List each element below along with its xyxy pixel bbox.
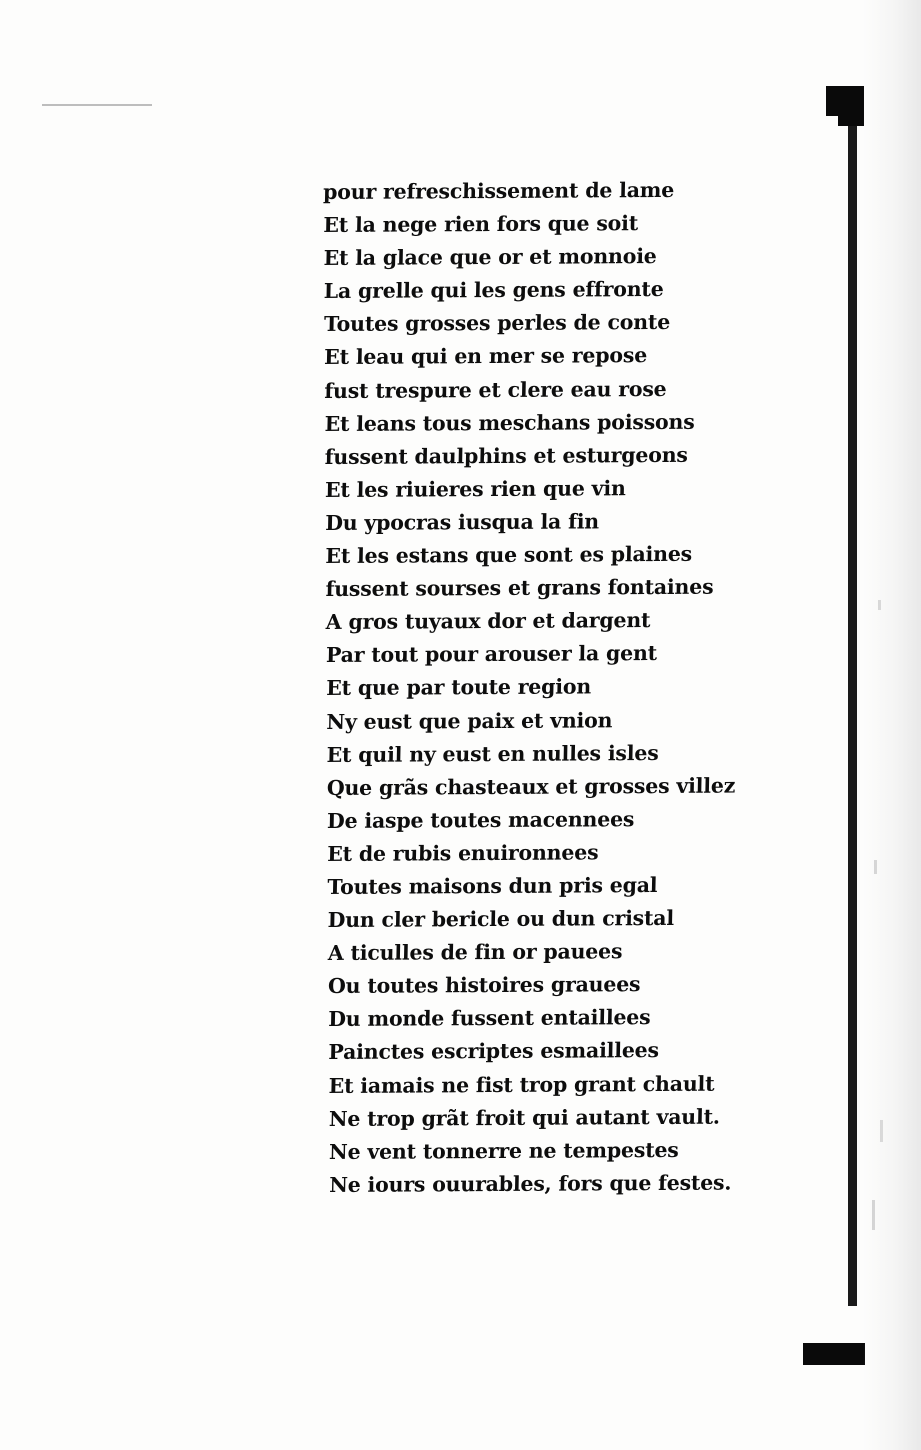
scan-speckle <box>878 600 881 610</box>
scan-speckle <box>880 1120 883 1142</box>
verse-line: Et les riuieres rien que vin <box>324 476 626 502</box>
verse-line: La grelle qui les gens effronte <box>323 277 664 304</box>
register-mark-bar <box>848 126 857 1306</box>
verse-line: fust trespure et clere eau rose <box>324 376 667 403</box>
verse-line: Ny eust que paix et vnion <box>326 707 613 734</box>
verse-line: Painctes escriptes esmaillees <box>328 1038 660 1065</box>
verse-line: Et leans tous meschans poissons <box>324 409 695 436</box>
verse-line: Et leau qui en mer se repose <box>323 343 648 370</box>
verse-column <box>323 173 799 1202</box>
verse-line: Par tout pour arouser la gent <box>325 641 658 668</box>
verse-line: Ne trop grãt froit qui autant vault. <box>328 1104 721 1131</box>
verse-line: Du ypocras iusqua la fin <box>324 509 600 535</box>
verse-line: Ne iours ouurables, fors que festes. <box>329 1170 732 1197</box>
verse-line: Que grãs chasteaux et grosses villez <box>326 773 736 800</box>
register-mark-top-tail <box>838 116 864 126</box>
verse-line: Dun cler bericle ou dun cristal <box>327 905 675 933</box>
verse-line: A ticulles de fin or pauees <box>327 939 623 966</box>
register-mark-bottom <box>803 1343 865 1365</box>
verse-line: Et iamais ne fist trop grant chault <box>328 1071 715 1098</box>
verse-line: Ou toutes histoires grauees <box>327 972 641 999</box>
scan-speckle <box>872 1200 875 1230</box>
verse-line: Toutes maisons dun pris egal <box>327 872 658 899</box>
verse-line: Et que par toute region <box>325 674 592 701</box>
verse-line: fussent daulphins et esturgeons <box>324 442 689 469</box>
verse-line: pour refreschissement de lame <box>322 177 675 205</box>
verse-line: Du monde fussent entaillees <box>328 1005 651 1032</box>
verse-line: Et de rubis enuironnees <box>326 840 599 866</box>
verse-line: Et quil ny eust en nulles isles <box>326 740 659 767</box>
verse-line: Et les estans que sont es plaines <box>325 541 693 569</box>
register-mark-top <box>826 86 864 116</box>
verse-line: Et la glace que or et monnoie <box>323 244 657 271</box>
verse-line: Toutes grosses perles de conte <box>323 310 671 337</box>
verse-line: Ne vent tonnerre ne tempestes <box>328 1137 679 1164</box>
verse-line: De iaspe toutes macennees <box>326 806 635 833</box>
verse-line: Et la nege rien fors que soit <box>323 211 639 238</box>
verse-line: A gros tuyaux dor et dargent <box>325 608 651 635</box>
page-frame-rule <box>42 104 152 106</box>
scan-speckle <box>874 860 877 874</box>
page-edge-shadow <box>863 0 921 1450</box>
verse-line: fussent sourses et grans fontaines <box>325 574 714 602</box>
